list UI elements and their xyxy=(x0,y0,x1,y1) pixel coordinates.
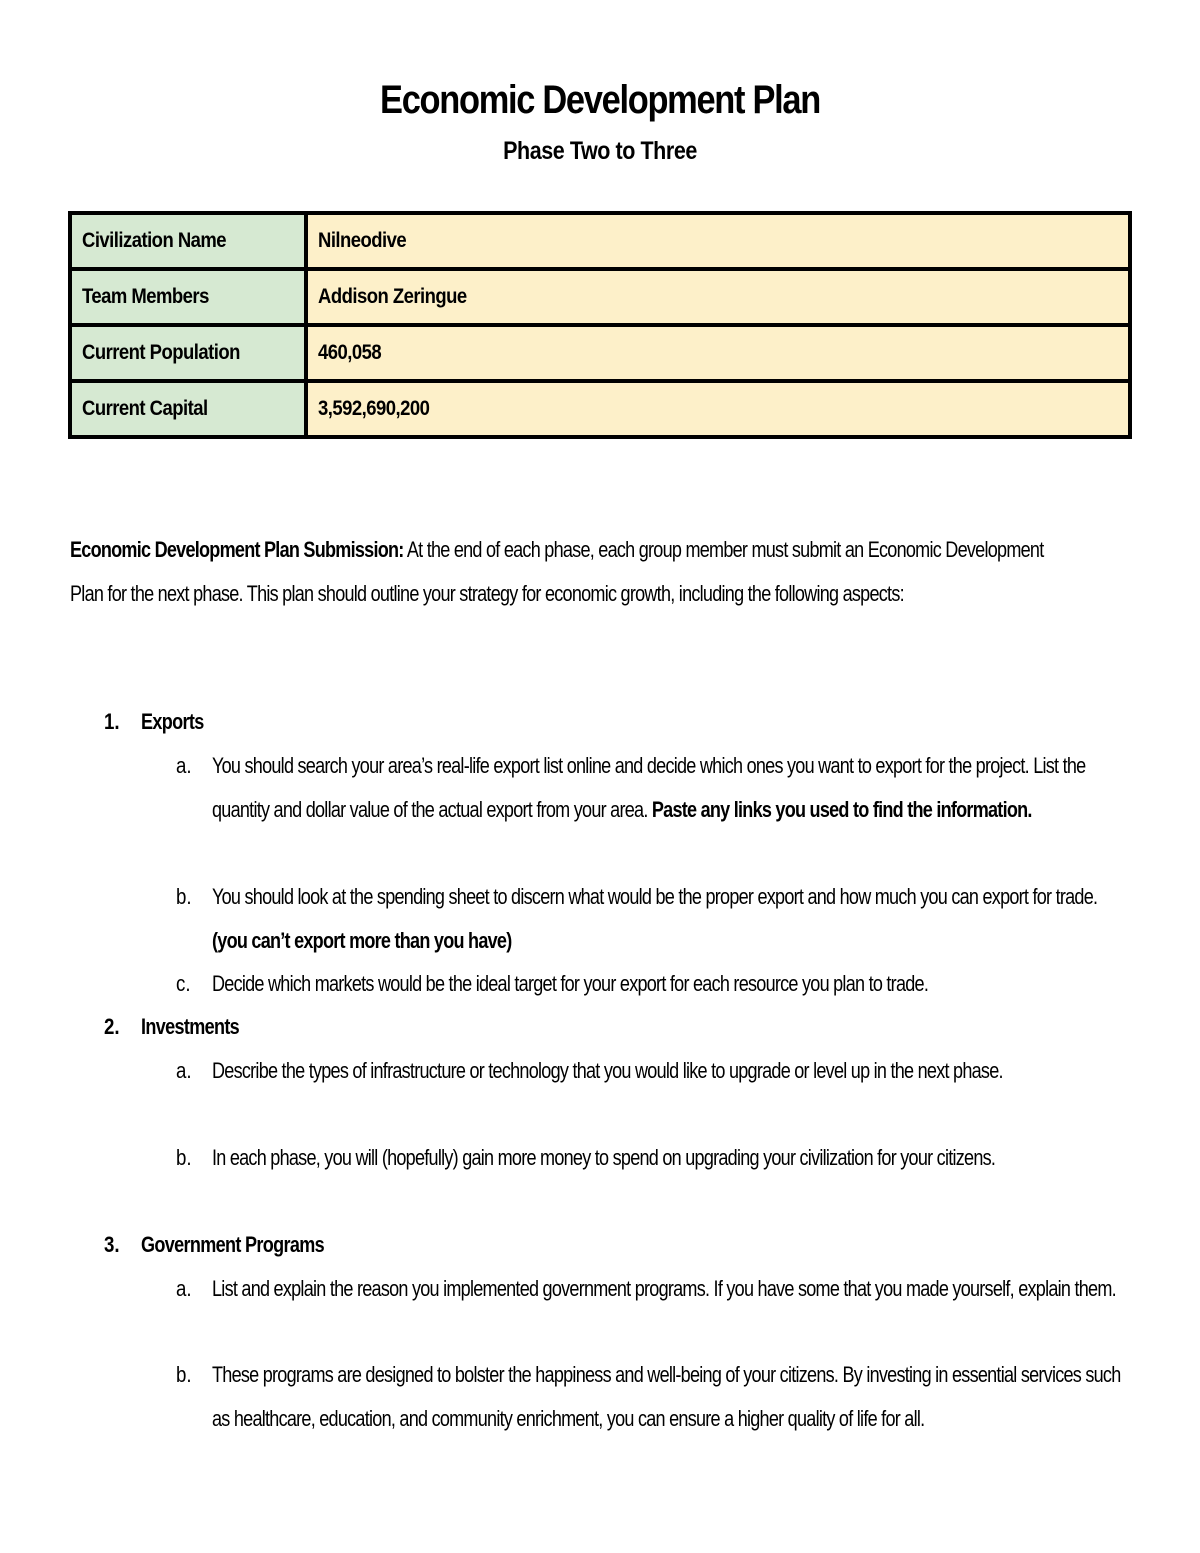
section-number: 1. xyxy=(104,709,120,734)
item-letter: b. xyxy=(176,1362,192,1387)
table-row xyxy=(70,213,1130,269)
item-letter: a. xyxy=(176,1276,192,1301)
civilization-info-table xyxy=(68,211,1132,439)
row-value: 460,058 xyxy=(306,325,1130,381)
row-label: Current Capital xyxy=(70,381,306,437)
row-value: Addison Zeringue xyxy=(306,269,1130,325)
intro-paragraph xyxy=(70,528,1079,616)
list-item: Describe the types of infrastructure or technology that you would like to upgrade or level up in the next phase. xyxy=(212,1058,1003,1083)
list-item: You should look at the spending sheet to discern what would be the proper export and how much you can export for trade. (you can’t export more than you have) xyxy=(212,884,1098,953)
item-letter: c. xyxy=(176,971,191,996)
item-letter: a. xyxy=(176,1058,192,1083)
row-label: Team Members xyxy=(70,269,306,325)
list-item: List and explain the reason you implemented government programs. If you have some that you made yourself, explain them. xyxy=(212,1276,1116,1301)
item-letter: a. xyxy=(176,753,192,778)
intro-text: At the end of each phase, each group member must submit an Economic Development Plan for the next phase. This plan should outline your strategy for economic growth, including the following aspects: xyxy=(70,537,1044,606)
intro-lead: Economic Development Plan Submission: xyxy=(70,537,404,562)
section-number: 2. xyxy=(104,1014,120,1039)
list-item: You should search your area’s real-life export list online and decide which ones you want to export for the project. List the quantity and dollar value of the actual export from your area. Paste any links you used to find the information. xyxy=(212,753,1086,822)
item-letter: b. xyxy=(176,884,192,909)
section-heading-investments: Investments xyxy=(141,1014,240,1039)
table-row xyxy=(70,325,1130,381)
document-title: Economic Development Plan xyxy=(380,78,820,122)
section-heading-government-programs: Government Programs xyxy=(141,1232,325,1257)
table-row xyxy=(70,269,1130,325)
row-value: Nilneodive xyxy=(306,213,1130,269)
section-number: 3. xyxy=(104,1232,120,1257)
list-item: These programs are designed to bolster the happiness and well-being of your citizens. By investing in essential services such as healthcare, education, and community enrichment, you can ensure a higher quality of life for all. xyxy=(212,1362,1121,1431)
list-item: Decide which markets would be the ideal target for your export for each resource you plan to trade. xyxy=(212,971,929,996)
item-letter: b. xyxy=(176,1145,192,1170)
document-subtitle: Phase Two to Three xyxy=(503,137,697,165)
section-heading-exports: Exports xyxy=(141,709,204,734)
list-item: In each phase, you will (hopefully) gain more money to spend on upgrading your civilization for your citizens. xyxy=(212,1145,996,1170)
row-label: Civilization Name xyxy=(70,213,306,269)
row-value: 3,592,690,200 xyxy=(306,381,1130,437)
row-label: Current Population xyxy=(70,325,306,381)
table-row xyxy=(70,381,1130,437)
